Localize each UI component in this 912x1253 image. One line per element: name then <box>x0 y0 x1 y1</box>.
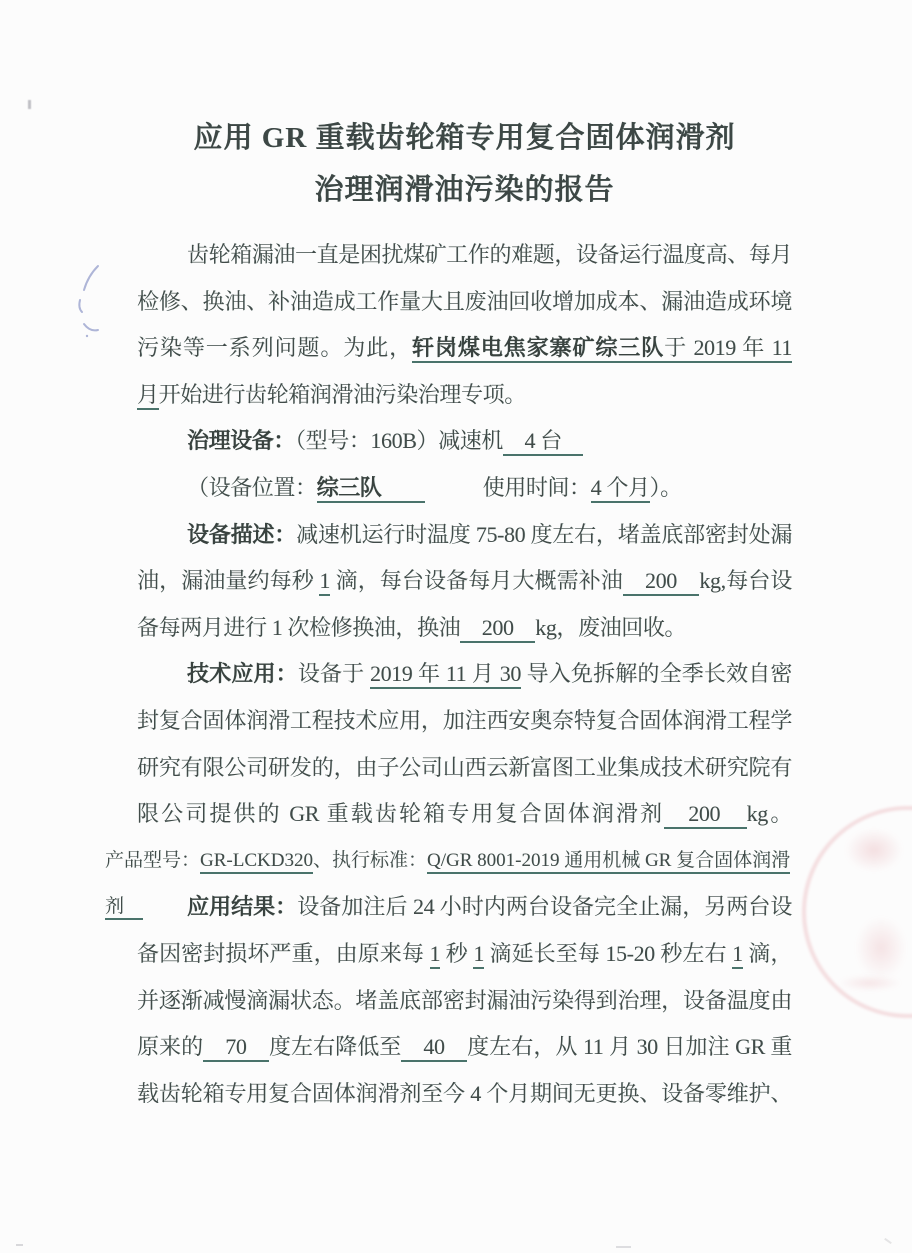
doc-line <box>137 884 792 931</box>
doc-line <box>137 372 792 419</box>
text-run: 并逐渐减慢滴漏状态。堵盖底部密封漏油污染得到治理，设备温度由 <box>137 987 792 1013</box>
text-run: （设备位置： <box>187 474 317 500</box>
text-run: 2019 年 11 月 30 <box>370 661 521 689</box>
doc-line <box>137 651 792 698</box>
doc-line <box>137 605 792 652</box>
text-run: Q/GR 8001-2019 通用机械 GR 复合固体润滑剂 <box>105 850 790 921</box>
text-run: 限公司提供的 GR 重载齿轮箱专用复合固体润滑剂 <box>137 801 665 827</box>
text-run: 减速机运行时温度 75-80 度左右，堵盖底部密封处漏 <box>296 521 792 547</box>
doc-line <box>137 931 792 978</box>
text-run: ）。 <box>649 474 682 500</box>
text-run: 200 <box>664 801 747 829</box>
doc-line <box>137 465 792 512</box>
text-run: 综三队 <box>317 475 425 503</box>
scan-speck <box>16 1244 23 1246</box>
text-run: GR-LCKD320 <box>200 850 313 874</box>
text-run: 备每两月进行 1 次检修换油，换油 <box>137 614 461 640</box>
text-run: 使用时间： <box>482 474 591 500</box>
text-run: 1 <box>430 941 441 969</box>
report-document <box>105 112 793 1117</box>
doc-line <box>137 512 792 559</box>
title-line-1: 应用 GR 重载齿轮箱专用复合固体润滑剂 <box>193 122 736 154</box>
text-run: 研究有限公司研发的，由子公司山西云新富图工业集成技术研究院有 <box>137 754 792 780</box>
doc-line <box>137 745 792 792</box>
doc-line <box>137 791 792 838</box>
text-run: 载齿轮箱专用复合固体润滑剂至今 4 个月期间无更换、设备零维护、 <box>137 1080 792 1106</box>
text-run: 秒 <box>440 940 474 966</box>
text-run: 1 <box>473 941 484 969</box>
text-run: 滴， <box>742 940 792 966</box>
text-run: 封复合固体润滑工程技术应用，加注西安奥奈特复合固体润滑工程学 <box>137 707 792 733</box>
text-run: 原来的 <box>137 1034 204 1060</box>
doc-body <box>105 232 793 1117</box>
scan-speck <box>616 1246 631 1248</box>
doc-line <box>137 558 792 605</box>
text-run: 于 2019 年 11 <box>664 335 792 363</box>
text-run: 污染等一系列问题。为此， <box>137 335 413 361</box>
seal-mark <box>838 975 902 991</box>
text-run: 滴，每台设备每月大概需补油 <box>330 568 623 594</box>
text-run: 轩岗煤电焦家寨矿综三队 <box>412 335 664 363</box>
text-run: 4 个月 <box>591 475 650 503</box>
text-run: 70 <box>203 1034 269 1062</box>
text-run: kg，废油回收。 <box>535 614 687 640</box>
doc-line <box>137 1071 792 1118</box>
text-run: 4 台 <box>503 428 584 456</box>
pen-mark <box>62 258 108 344</box>
doc-line <box>137 232 792 279</box>
text-run: 治理设备： <box>187 428 296 454</box>
text-run: 设备描述： <box>187 521 297 547</box>
text-run: 200 <box>460 615 535 643</box>
text-run: 油，漏油量约每秒 <box>137 568 320 594</box>
doc-line <box>137 698 792 745</box>
text-run: 备因密封损坏严重，由原来每 <box>137 940 430 966</box>
doc-title <box>137 112 792 216</box>
text-run: 1 <box>732 941 743 969</box>
text-run: 技术应用： <box>187 661 298 687</box>
scan-speck <box>884 1238 892 1244</box>
text-run: 检修、换油、补油造成工作量大且废油回收增加成本、漏油造成环境 <box>137 288 792 314</box>
text-run: 度左右，从 11 月 30 日加注 GR 重 <box>467 1034 793 1060</box>
seal-mark <box>845 828 903 872</box>
text-run: 1 <box>319 568 330 596</box>
text-run: 月 <box>137 382 159 410</box>
text-run: 滴延长至每 15-20 秒左右 <box>483 940 733 966</box>
text-run: 齿轮箱漏油一直是困扰煤矿工作的难题，设备运行温度高、每月 <box>187 242 792 267</box>
text-run: 产品型号： <box>105 849 201 871</box>
text-run: kg。 <box>746 801 792 827</box>
scan-speck <box>28 100 31 109</box>
doc-line <box>137 325 792 372</box>
doc-line <box>137 279 792 326</box>
text-run: 应用结果： <box>187 894 298 920</box>
doc-line <box>137 418 792 465</box>
text-run: （型号：160B）减速机 <box>295 428 503 454</box>
doc-line <box>137 978 792 1025</box>
text-run: 开始进行齿轮箱润滑油污染治理专项。 <box>158 381 526 407</box>
seal-mark <box>855 916 907 980</box>
text-run: kg,每台设 <box>699 568 792 594</box>
text-run: 设备加注后 24 小时内两台设备完全止漏，另两台设 <box>297 894 792 920</box>
text-run: 、执行标准： <box>312 849 427 871</box>
title-line-2: 治理润滑油污染的报告 <box>314 174 615 206</box>
text-run: 导入免拆解的全季长效自密 <box>520 661 792 687</box>
text-run: 200 <box>623 568 700 596</box>
text-run: 度左右降低至 <box>268 1034 402 1060</box>
doc-line <box>137 1024 792 1071</box>
text-run: 40 <box>401 1034 467 1062</box>
text-run: 设备于 <box>297 661 370 687</box>
